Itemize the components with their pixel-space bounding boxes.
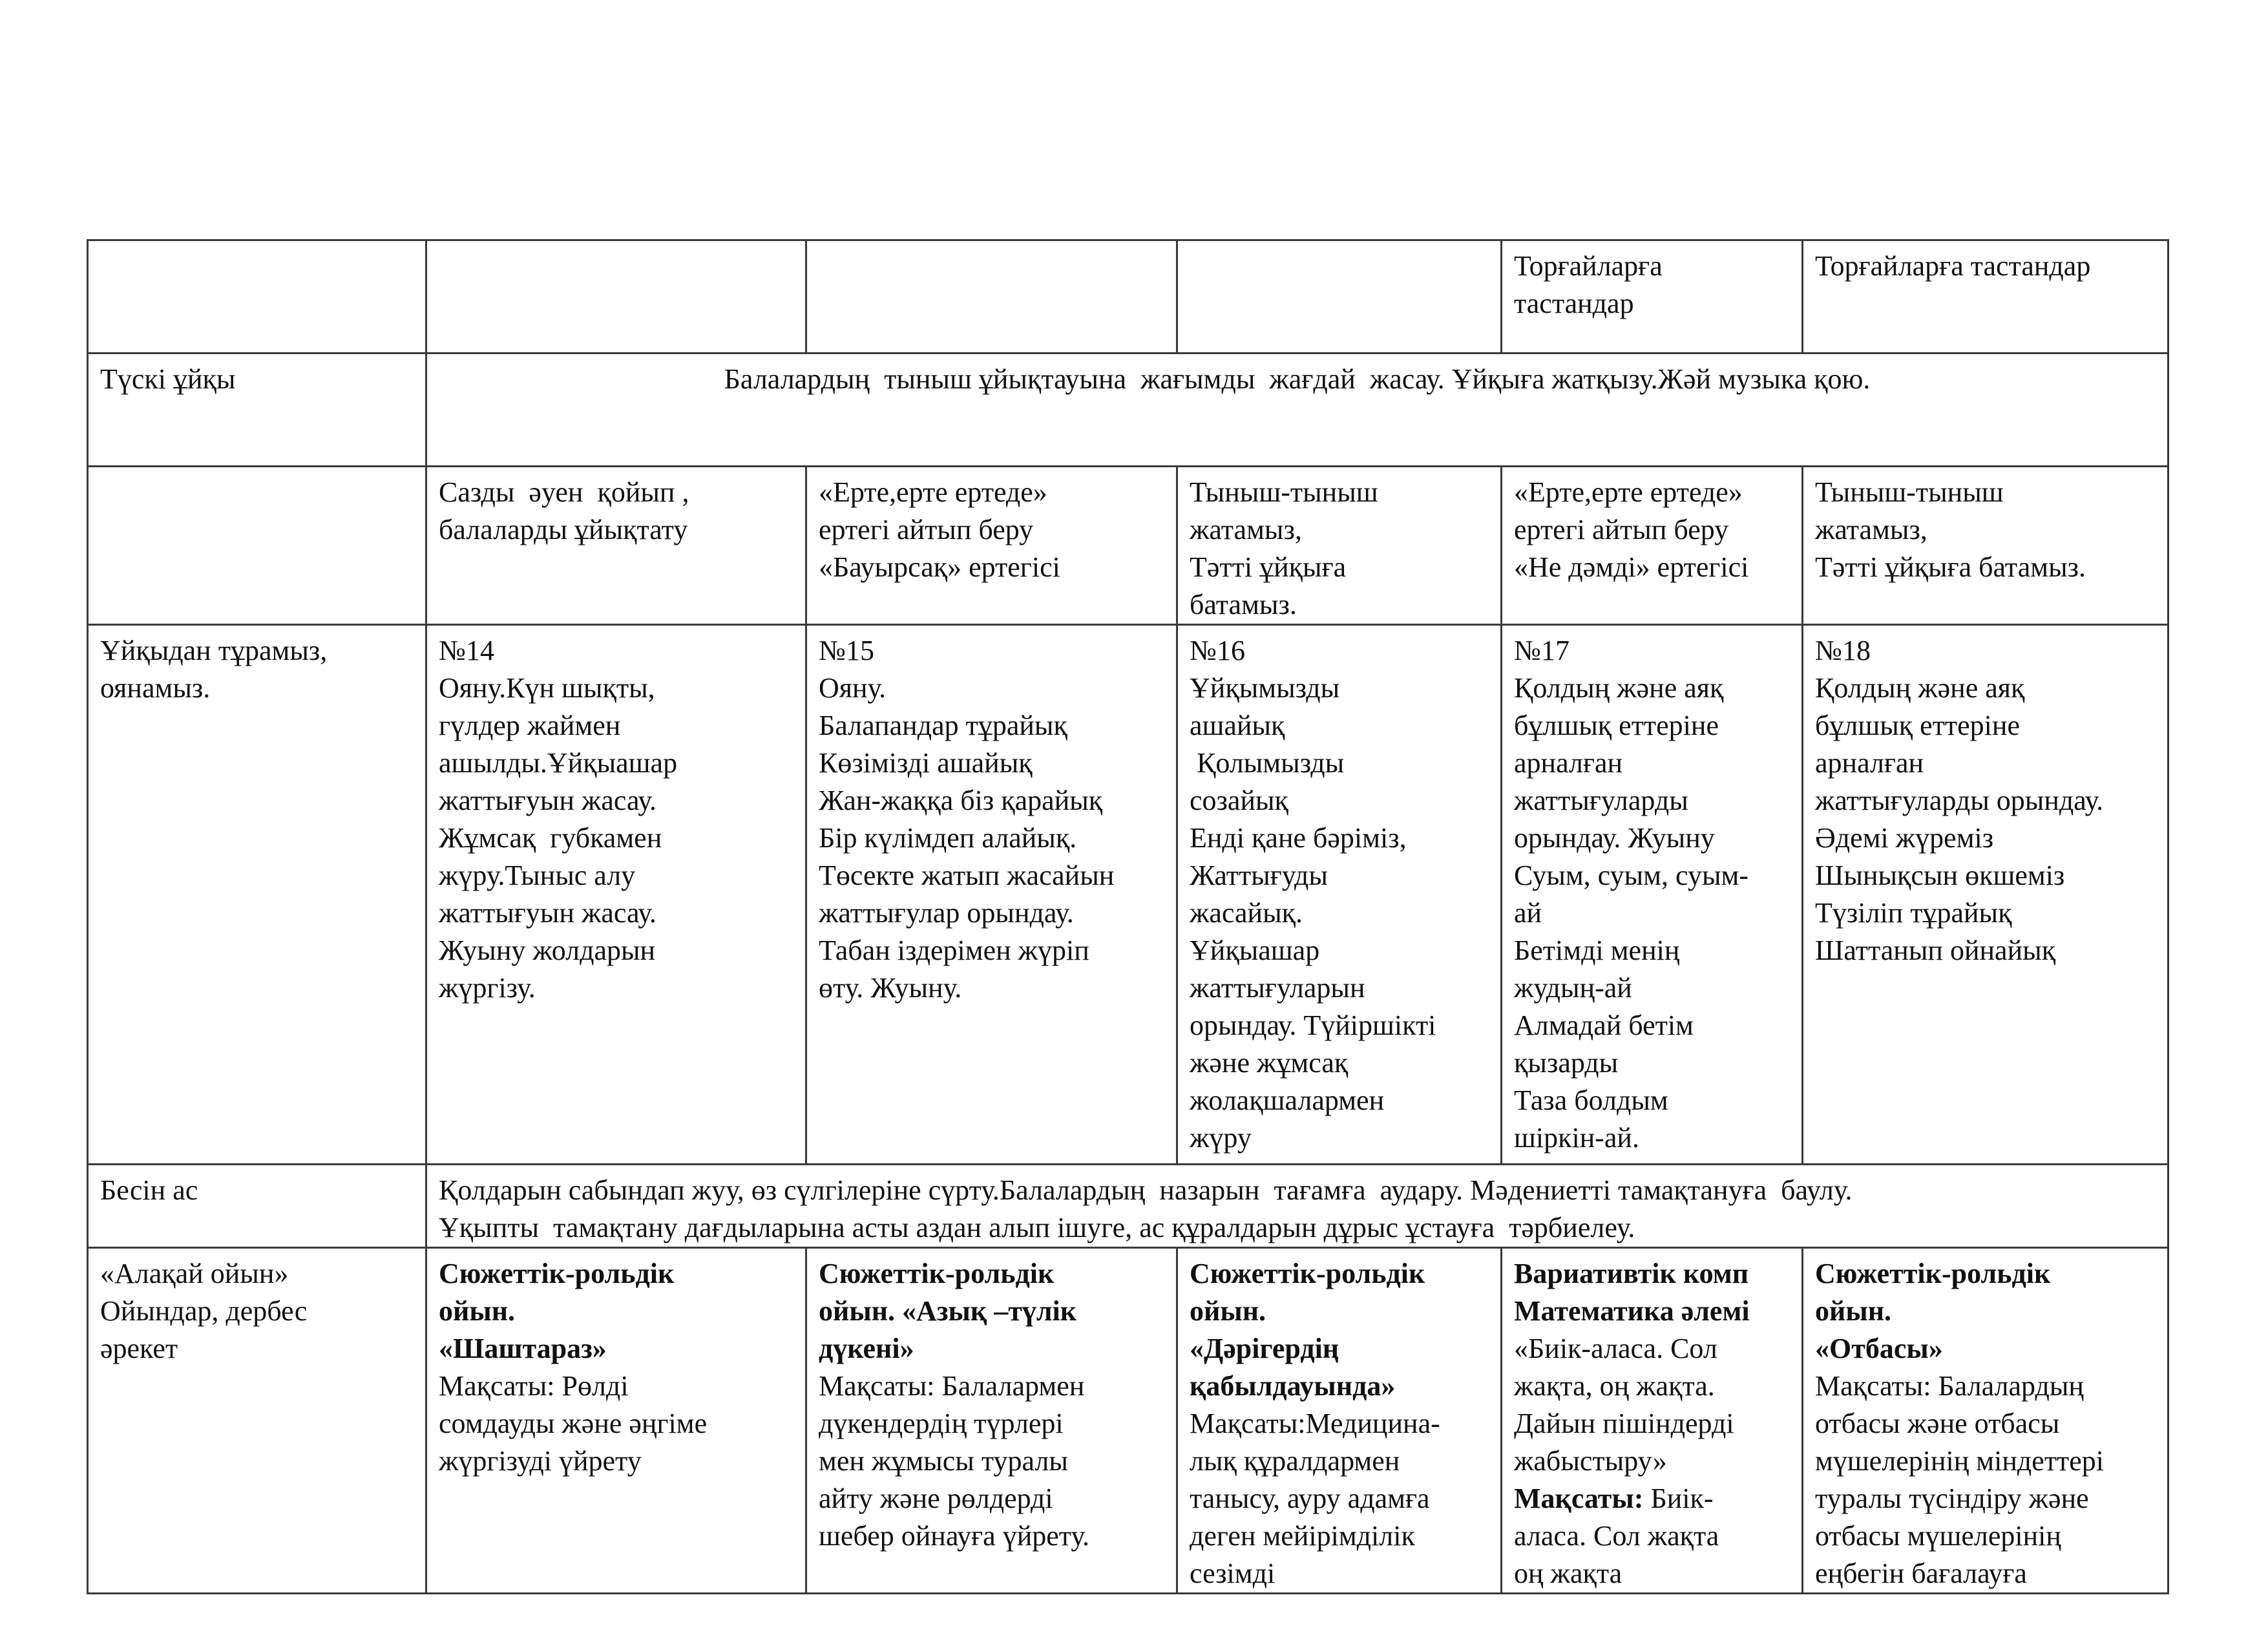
cell-snack-label	[88, 1165, 426, 1248]
text-line: Ұйқымызды	[1190, 672, 1340, 704]
row-label: Түскі ұйқы	[100, 363, 236, 395]
cell-wake-col1	[426, 625, 806, 1165]
text-line: мүшелерінің міндеттері	[1815, 1445, 2105, 1477]
game-title-line: Сюжеттік-рольдік	[1815, 1258, 2051, 1289]
text-line: Тыныш-тыныш	[1190, 476, 1378, 508]
text-line: жүргізуді үйрету	[439, 1445, 642, 1477]
game-title-line: «Отбасы»	[1815, 1333, 1943, 1364]
text-line: деген мейірімділік	[1190, 1520, 1415, 1552]
text-line: жасайық.	[1190, 897, 1303, 929]
text-line: созайық	[1190, 785, 1288, 816]
text-line: сомдауды және әңгіме	[439, 1408, 708, 1439]
text-line: лық құралдармен	[1190, 1445, 1400, 1477]
cell-nap-text	[426, 354, 2168, 467]
text-line: Шаттанып ойнайық	[1815, 935, 2056, 966]
text-line: Қолымызды	[1190, 747, 1345, 779]
text-line: орындау. Түйіршікті	[1190, 1009, 1436, 1041]
cell-nap-detail-col5	[1803, 467, 2168, 625]
text-line: Мақсаты: Балалардың	[1815, 1370, 2084, 1402]
table-row-wake	[88, 625, 2168, 1165]
text-line: Шынықсын өкшеміз	[1815, 860, 2065, 891]
row-label: әрекет	[100, 1333, 178, 1364]
game-title-line: «Шаштараз»	[439, 1333, 607, 1364]
row-label: Бесін ас	[100, 1174, 198, 1206]
text-line: жүргізу.	[439, 972, 536, 1004]
text-line: «Ерте,ерте ертеде»	[1514, 476, 1743, 508]
cell-snack-text	[426, 1165, 2168, 1248]
cell-top-col3	[1177, 240, 1502, 354]
cell-top-col5	[1803, 240, 2168, 354]
text-line: туралы түсіндіру және	[1815, 1483, 2089, 1514]
text-line: қызарды	[1514, 1047, 1619, 1079]
text-line: Қолдың және аяқ	[1514, 672, 1724, 704]
text-line: Ояну.	[819, 672, 887, 704]
cell-wake-col5	[1803, 625, 2168, 1165]
text-line: Алмадай бетім	[1514, 1009, 1694, 1041]
text-line: Қолдарын сабындап жуу, өз сүлгілеріне сүрту.Балалардың назарын тағамға аудару. Мәдениетті тамақтануға баулу.	[439, 1174, 1853, 1206]
daily-plan-table	[87, 239, 2169, 1594]
cell-top-col4	[1502, 240, 1803, 354]
text-line: Түзіліп тұрайық	[1815, 897, 2012, 929]
text-line: №16	[1190, 635, 1245, 666]
text-line: айту және рөлдерді	[819, 1483, 1053, 1514]
game-title-line: ойын.	[1190, 1295, 1266, 1327]
text-line: дүкендердің түрлері	[819, 1408, 1064, 1439]
goal-text: Биік-	[1643, 1483, 1714, 1514]
text-line: Торғайларға тастандар	[1815, 250, 2091, 282]
row-label: «Алақай ойын»	[100, 1258, 289, 1289]
text-line: жолақшалармен	[1190, 1084, 1385, 1116]
text-line: жүру	[1190, 1122, 1252, 1154]
text-line: сезімді	[1190, 1558, 1276, 1589]
cell-games-col2	[806, 1248, 1177, 1594]
text-line: жаттығулар орындау.	[819, 897, 1074, 929]
text-line: Суым, суым, суым-	[1514, 860, 1749, 891]
text-line: шіркін-ай.	[1514, 1122, 1639, 1154]
text-line: «Не дәмді» ертегісі	[1514, 551, 1749, 583]
text-line: Дайын пішіндерді	[1514, 1408, 1734, 1439]
game-title-line: Сюжеттік-рольдік	[439, 1258, 675, 1289]
text-line: Балалардың тыныш ұйықтауына жағымды жағдай жасау. Ұйқыға жатқызу.Жәй музыка қою.	[724, 363, 1871, 395]
text-line: Жан-жаққа біз қарайық	[819, 785, 1103, 816]
text-line: №15	[819, 635, 874, 666]
text-line: жаттығуларын	[1190, 972, 1365, 1004]
text-line: Жұмсақ губкамен	[439, 822, 662, 854]
cell-games-label	[88, 1248, 426, 1594]
text-line: ертегі айтып беру	[819, 514, 1034, 545]
game-title-line: ойын. «Азық –түлік	[819, 1295, 1077, 1327]
cell-wake-col2	[806, 625, 1177, 1165]
text-line: Бір күлімдеп алайық.	[819, 822, 1077, 854]
cell-wake-label	[88, 625, 426, 1165]
game-title-line: дүкені»	[819, 1333, 914, 1364]
text-line: жаттығуын жасау.	[439, 897, 656, 929]
cell-nap-label	[88, 354, 426, 467]
text-line: Ояну.Күн шықты,	[439, 672, 655, 704]
text-line: Жаттығуды	[1190, 860, 1328, 891]
text-line: Енді қане бәріміз,	[1190, 822, 1407, 854]
text-line: Төсекте жатып жасайын	[819, 860, 1115, 891]
text-line: және жұмсақ	[1190, 1047, 1349, 1079]
cell-nap-detail-col3	[1177, 467, 1502, 625]
table-row-games	[88, 1248, 2168, 1594]
text-line: мен жұмысы туралы	[819, 1445, 1068, 1477]
text-line: Сазды әуен қойып ,	[439, 476, 689, 508]
text-line: №14	[439, 635, 494, 666]
text-line: бұлшық еттеріне	[1815, 710, 2020, 741]
text-line: аласа. Сол жақта	[1514, 1520, 1719, 1552]
row-label: оянамыз.	[100, 672, 211, 704]
text-line: Тәтті ұйқыға батамыз.	[1815, 551, 2086, 583]
text-line: жаттығуын жасау.	[439, 785, 656, 816]
row-label: Ойындар, дербес	[100, 1295, 308, 1327]
text-line: Мақсаты: Балалармен	[819, 1370, 1085, 1402]
text-line: ертегі айтып беру	[1514, 514, 1729, 545]
text-line: тастандар	[1514, 288, 1634, 319]
goal-label: Мақсаты:	[1514, 1483, 1644, 1514]
text-line: Таза болдым	[1514, 1084, 1668, 1116]
game-title-line: ойын.	[439, 1295, 516, 1327]
text-line: «Бауырсақ» ертегісі	[819, 551, 1060, 583]
game-title-line: Вариативтік комп	[1514, 1258, 1749, 1289]
cell-nap-detail-col1	[426, 467, 806, 625]
cell-nap-detail-col4	[1502, 467, 1803, 625]
text-line: №18	[1815, 635, 1871, 666]
text-line: Табан іздерімен жүріп	[819, 935, 1089, 966]
text-line: гүлдер жаймен	[439, 710, 621, 741]
text-line: батамыз.	[1190, 589, 1297, 620]
text-line: жаттығуларды	[1514, 785, 1688, 816]
table-row-nap-detail	[88, 467, 2168, 625]
text-line: шебер ойнауға үйрету.	[819, 1520, 1090, 1552]
text-line: жабыстыру»	[1514, 1445, 1667, 1477]
cell-games-col3	[1177, 1248, 1502, 1594]
text-line: Мақсаты: Рөлді	[439, 1370, 629, 1402]
text-line: Көзімізді ашайық	[819, 747, 1033, 779]
text-line: балаларды ұйықтату	[439, 514, 688, 545]
text-line: Қолдың және аяқ	[1815, 672, 2025, 704]
text-line: танысу, ауру адамға	[1190, 1483, 1430, 1514]
cell-nap-detail-label	[88, 467, 426, 625]
game-title-line: Сюжеттік-рольдік	[819, 1258, 1055, 1289]
cell-nap-detail-col2	[806, 467, 1177, 625]
game-title-line: қабылдауында»	[1190, 1370, 1396, 1402]
cell-top-label	[88, 240, 426, 354]
text-line: Ұйқыашар	[1190, 935, 1320, 966]
text-line: ай	[1514, 897, 1542, 929]
text-line: арналған	[1514, 747, 1623, 779]
text-line: жақта, оң жақта.	[1514, 1370, 1715, 1402]
text-line: арналған	[1815, 747, 1924, 779]
cell-games-col1	[426, 1248, 806, 1594]
text-line: Тәтті ұйқыға	[1190, 551, 1347, 583]
game-title-line: Математика әлемі	[1514, 1295, 1750, 1327]
text-line: жаттығуларды орындау.	[1815, 785, 2104, 816]
game-title-line: Сюжеттік-рольдік	[1190, 1258, 1425, 1289]
text-line: отбасы және отбасы	[1815, 1408, 2060, 1439]
text-line: Мақсаты:Медицина-	[1190, 1408, 1440, 1439]
cell-top-col2	[806, 240, 1177, 354]
goal-line	[1514, 1480, 1790, 1517]
text-line: орындау. Жуыну	[1514, 822, 1715, 854]
text-line: Әдемі жүреміз	[1815, 822, 1994, 854]
text-line: бұлшық еттеріне	[1514, 710, 1719, 741]
cell-top-col1	[426, 240, 806, 354]
cell-wake-col4	[1502, 625, 1803, 1165]
text-line: отбасы мүшелерінің	[1815, 1520, 2061, 1552]
table-row-snack	[88, 1165, 2168, 1248]
text-line: «Ерте,ерте ертеде»	[819, 476, 1047, 508]
text-line: оң жақта	[1514, 1558, 1622, 1589]
cell-games-col5	[1803, 1248, 2168, 1594]
text-line: ашылды.Ұйқыашар	[439, 747, 678, 779]
text-line: еңбегін бағалауға	[1815, 1558, 2027, 1589]
text-line: №17	[1514, 635, 1570, 666]
text-line: өту. Жуыну.	[819, 972, 962, 1004]
text-line: ашайық	[1190, 710, 1285, 741]
text-line: Торғайларға	[1514, 250, 1663, 282]
text-line: Тыныш-тыныш	[1815, 476, 2004, 508]
text-line: жатамыз,	[1190, 514, 1302, 545]
game-title-line: ойын.	[1815, 1295, 1892, 1327]
table-row-nap	[88, 354, 2168, 467]
text-line: «Биік-аласа. Сол	[1514, 1333, 1717, 1364]
cell-wake-col3	[1177, 625, 1502, 1165]
text-line: Бетімді менің	[1514, 935, 1680, 966]
text-line: Жуыну жолдарын	[439, 935, 656, 966]
text-line: жүру.Тыныс алу	[439, 860, 636, 891]
table-row-top	[88, 240, 2168, 354]
row-label: Ұйқыдан тұрамыз,	[100, 635, 328, 666]
text-line: жудың-ай	[1514, 972, 1632, 1004]
game-title-line: «Дәрігердің	[1190, 1333, 1339, 1364]
text-line: Ұқыпты тамақтану дағдыларына асты аздан алып ішуге, ас құралдарын дұрыс ұстауға тәрбиелеу.	[439, 1212, 1635, 1243]
text-line: жатамыз,	[1815, 514, 1927, 545]
text-line: Балапандар тұрайық	[819, 710, 1067, 741]
cell-games-col4	[1502, 1248, 1803, 1594]
